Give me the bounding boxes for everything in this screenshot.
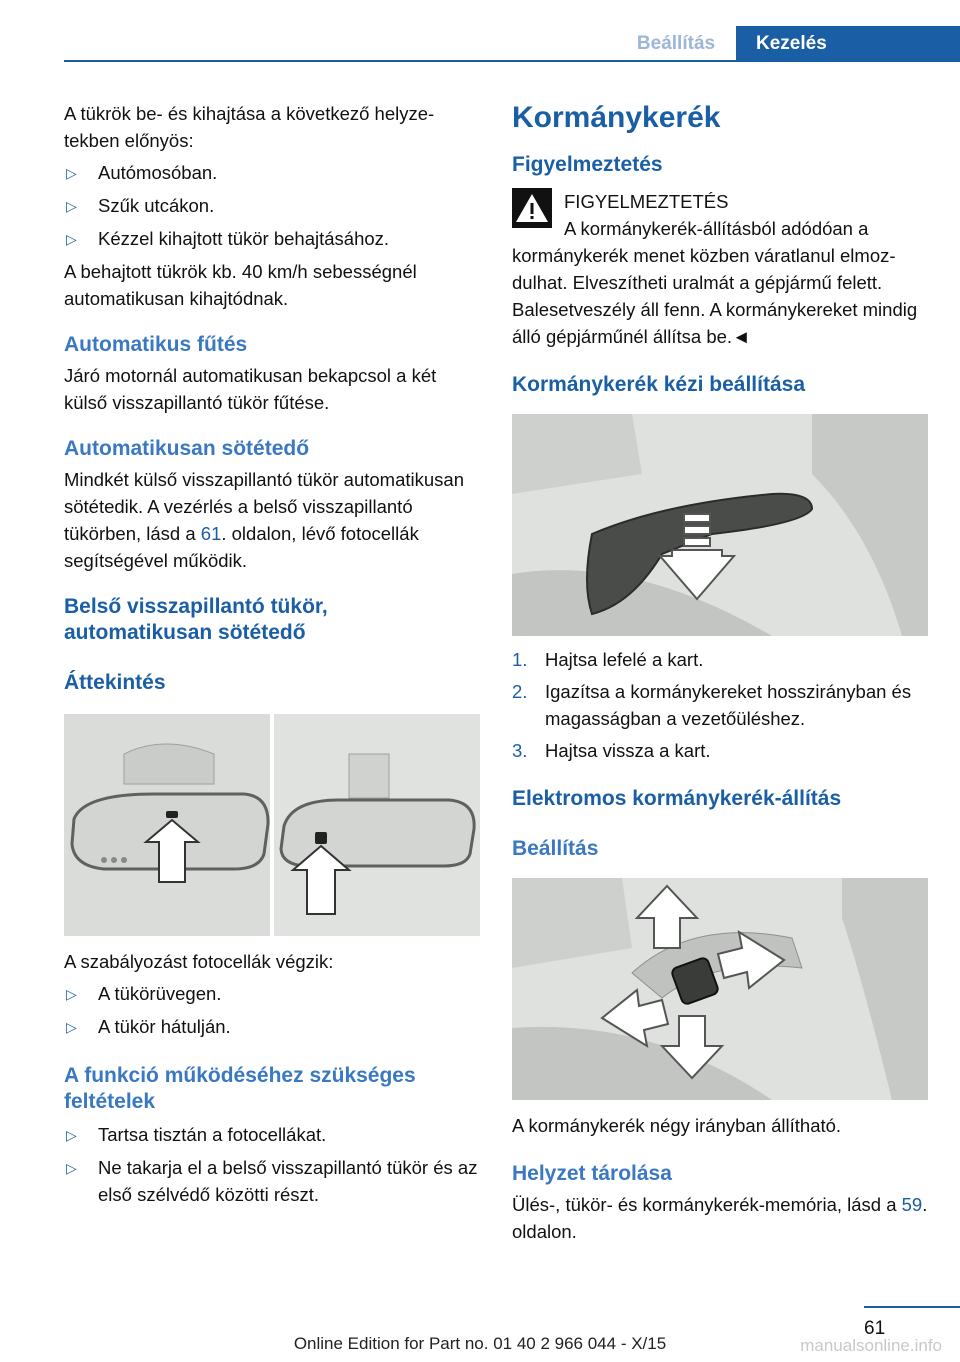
switch-illustration: [512, 878, 928, 1100]
section-title: Kormánykerék: [512, 101, 721, 134]
page-number: 61: [864, 1318, 886, 1339]
tab-kezeles[interactable]: Kezelés: [736, 26, 960, 62]
overview-heading: Áttekintés: [64, 671, 166, 694]
warning-triangle-icon: [512, 188, 552, 228]
manual-adjust-heading: Kormánykerék kézi beállítása: [512, 373, 805, 396]
auto-dim-text: Mindkét külső visszapillantó tükör automatikusan sötétedik. A vezérlés a belső visszapillantó tükörben, lásd a 61. oldalon, lévő fotocellák segítségével működik.: [64, 469, 464, 571]
list-item: 3. Hajtsa vissza a kart.: [512, 740, 711, 761]
triangle-bullet-icon: ▷: [66, 198, 77, 214]
watermark: manualsonline.info: [800, 1336, 942, 1355]
regulation-text: A szabályozást fotocellák végzik:: [64, 951, 334, 972]
triangle-bullet-icon: ▷: [66, 165, 77, 181]
conditions-list: [64, 1121, 480, 1208]
left-column: [64, 100, 480, 1213]
header-rule: [64, 60, 960, 62]
inner-mirror-heading: Belső visszapillantó tükör, automatikusan sötétedő: [64, 595, 328, 644]
triangle-bullet-icon: ▷: [66, 231, 77, 247]
heating-text: Járó motornál automatikusan bekapcsol a két külső visszapillantó tükör fűtése.: [64, 365, 437, 413]
warning-text: kormánykerék menet közben váratlanul elmozdulhat. Elveszítheti uralmát a gépjármű felett. Balesetveszély áll fenn. A kormánykereket mindig álló gépjárműnél állítsa be.◄: [512, 245, 918, 347]
triangle-bullet-icon: ▷: [66, 1019, 77, 1035]
triangle-bullet-icon: ▷: [66, 1127, 77, 1143]
auto-dim-heading: Automatikusan sötétedő: [64, 437, 310, 460]
list-item: ▷ Szűk utcákon.: [64, 192, 480, 220]
warning-label: FIGYELMEZTETÉS: [564, 191, 729, 212]
triangle-bullet-icon: ▷: [66, 986, 77, 1002]
store-position-heading: Helyzet tárolása: [512, 1162, 672, 1185]
list-item: ▷ Kézzel kihajtott tükör behajtásához.: [64, 225, 480, 253]
lever-figure: [512, 414, 928, 636]
intro-text: A tükrök be- és kihajtása a következő helyzetekben előnyös:: [64, 103, 435, 151]
footer-rule: [864, 1306, 960, 1308]
page-link-59[interactable]: 59: [901, 1194, 923, 1215]
step-list: [512, 646, 928, 764]
mirror-illustration: [64, 714, 480, 936]
conditions-heading: A funkció működéséhez szükséges feltételek: [64, 1064, 416, 1113]
triangle-bullet-icon: ▷: [66, 1160, 77, 1176]
list-item: ▷ Ne takarja el a belső visszapillantó tükör és az első szélvédő közötti részt.: [64, 1154, 480, 1208]
right-column: [512, 100, 928, 1245]
store-position-text: Ülés-, tükör- és kormánykerék-memória, lásd a 59. oldalon.: [512, 1194, 928, 1242]
edition-text: Online Edition for Part no. 01 40 2 966 044 - X/15: [293, 1334, 667, 1353]
list-item: ▷ Autómosóban.: [64, 159, 480, 187]
heating-heading: Automatikus fűtés: [64, 333, 248, 356]
tab-beallitas[interactable]: Beállítás: [636, 33, 716, 54]
lever-illustration: [512, 414, 928, 636]
after-fold-text: A behajtott tükrök kb. 40 km/h sebességnél automatikusan kihajtódnak.: [64, 261, 417, 309]
intro-list: [64, 159, 480, 253]
page-link-61[interactable]: 61: [200, 523, 222, 544]
list-item: ▷ A tükörüvegen.: [64, 980, 480, 1008]
warning-text-first: A kormánykerék-állításból adódóan a: [564, 218, 869, 239]
warning-block: [512, 188, 928, 350]
adjust-heading: Beállítás: [512, 837, 599, 860]
regulation-list: [64, 980, 480, 1041]
warning-heading: Figyelmeztetés: [512, 153, 663, 176]
list-item: 2. Igazítsa a kormánykereket hosszirányban és magasságban a vezetőüléshez.: [512, 681, 912, 729]
electric-heading: Elektromos kormánykerék-állítás: [512, 787, 842, 810]
list-item: 1. Hajtsa lefelé a kart.: [512, 649, 704, 670]
four-direction-text: A kormánykerék négy irányban állítható.: [512, 1115, 842, 1136]
list-item: ▷ A tükör hátulján.: [64, 1013, 480, 1041]
list-item: ▷ Tartsa tisztán a fotocellákat.: [64, 1121, 480, 1149]
mirror-figure: [64, 714, 480, 936]
switch-figure: [512, 878, 928, 1100]
